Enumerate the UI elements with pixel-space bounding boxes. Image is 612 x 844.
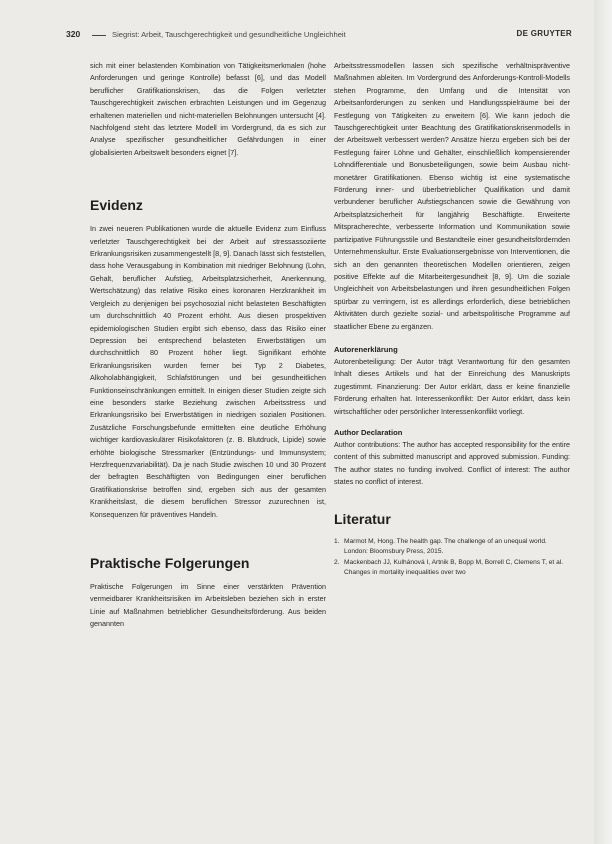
publisher-name: DE GRUYTER (516, 29, 572, 38)
evidenz-paragraph: In zwei neueren Publikationen wurde die aktuelle Evidenz zum Einfluss verletzter Tauschgerechtigkeit bei der Arbeit auf stressassoziierte Erkrankungsrisiken zusammengestellt [8, 9]. Danach lässt sich feststellen, dass hohe Verausgabung in Kombination mit niedriger Belohnung (Lohn, Gehalt, beruflicher Aufstieg, Arbeitsplatzsicherheit, Anerkennung, Wertschätzung) das relative Risiko eines koronaren Herzkrankheit im Vergleich zu denjenigen bei psychosozial nicht belasteten Beschäftigten um durchschnittlich 40 Prozent erhöht. Aus diesen prospektiven epidemiologischen Studien ergibt sich ebenso, dass das Risiko einer Depression bei entsprechend belasteten Erwerbstätigen um durchschnittlich 80 Prozent höher liegt. Signifikant erhöhte Erkrankungsrisiken wurden ferner bei Typ 2 Diabetes, Alkoholabhängigkeit, Schlafstörungen und bei gesundheitlichen Funktionseinschränkungen ermittelt. In einigen dieser Studien zeigte sich eine besonders starke Beziehung zwischen Arbeitsstress und Erkrankungsrisiko bei Erwerbstätigen in niedrigen sozialen Positionen. Zusätzliche Forschungsbefunde ermittelten eine deutliche Erhöhung wichtiger kardiovaskulärer Risikofaktoren (z. B. Blutdruck, Lipide) sowie erhöhte biologische Stressmarker (Entzündungs- und Immunsystem; Herzfrequenzvariabilität). Da je nach Studie zwischen 10 und 30 Prozent der befragten Beschäftigten von Bedingungen einer beruflichen Gratifikationskrise betroffen sind, ergeben sich aus der gesamten Krankheitslast, die diesem beruflichen Stressor zuzurechnen ist, Konsequenzen für präventives Handeln. (90, 224, 326, 519)
page-number: 320 (66, 29, 81, 39)
reference-text: Mackenbach JJ, Kulhánová I, Artnik B, Bopp M, Borrell C, Clemens T, et al. Changes in mortality inequalities over two (344, 558, 564, 577)
left-column (90, 60, 326, 631)
autorenerklaerung-text: Autorenbeteiligung: Der Autor trägt Verantwortung für den gesamten Inhalt dieses Artikels und hat der Einreichung des Manuskripts zugestimmt. Finanzierung: Der Autor erklärt, dass er keine finanzielle Förderung erhalten hat. Interessenkonflikt: Der Autor erklärt, dass kein wirtschaftlicher oder persönlicher Interessenkonflikt vorliegt. (334, 356, 570, 416)
header-rule (92, 35, 106, 36)
autorenerklaerung-heading: Autorenerklärung (334, 344, 398, 354)
section-heading-literatur: Literatur (334, 510, 391, 527)
section-heading-praktische-folgerungen: Praktische Folgerungen (90, 555, 250, 571)
reference-item (334, 558, 570, 579)
reference-item (334, 537, 570, 558)
author-declaration-heading: Author Declaration (334, 427, 403, 437)
section-heading-evidenz: Evidenz (90, 197, 143, 214)
reference-number: 2. (334, 558, 340, 566)
reference-text: Marmot M, Hong. The health gap. The challenge of an unequal world. London: Bloomsbury Press, 2015. (344, 537, 547, 556)
praktische-paragraph: Praktische Folgerungen im Sinne einer verstärkten Prävention vermeidbarer Krankheitsrisiken im Arbeitsleben beziehen sich in erster Linie auf Maßnahmen betrieblicher Gesundheitsförderung. Aus beiden genannten (90, 582, 326, 629)
author-declaration-text: Author contributions: The author has accepted responsibility for the entire content of this submitted manuscript and approved submission. Funding: The author states no funding involved. Conflict of interest: The author states no conflict of interest. (334, 439, 570, 487)
continued-paragraph: Arbeitsstressmodellen lassen sich spezifische verhältnispräventive Maßnahmen ableiten. Im Vordergrund des Anforderungs-Kontroll-Modells stehen Programme, den Umfang und die Intensität von Arbeitsanforderungen zu senken und Handlungsspielräume bei der Festlegung von Tätigkeiten zu erweitern [6]. Wie kann jedoch die Tauschgerechtigkeit unter Beachtung des Gratifikationskrisenmodells in der Arbeitswelt verbessert werden? Ansätze hierzu ergeben sich bei der Festlegung fairer Löhne und Gehälter, einschließlich kompensierender Lohndifferentiale und Bonusbeteiligungen, sowie beim Ausbau nicht-monetärer Gratifikationen. Ebenso wichtig ist eine systematische Förderung inner- und überbetrieblicher Qualifikation und damit verbundener beruflicher Aufstiegschancen sowie die Gewährung von Arbeitsplatzsicherheit für langjährig Beschäftigte. Erweiterte Mitspracherechte, verbesserte Information und Kommunikation sowie partizipative Führungsstile und Bestandteile einer gesundheitsfördernden Unternehmenskultur. Erste Evaluationsergebnisse von Interventionen, die sich an den genannten theoretischen Modellen orientieren, zeigen positive Effekte auf die Mitarbeitergesundheit [8, 9]. Um die soziale Ungleichheit von Arbeitsbelastungen und ihren gesundheitlichen Folgen spürbar zu verringern, ist es allerdings erforderlich, diese betrieblichen Aktivitäten durch gezielte sozial- und arbeitspolitische Programme auf staatlicher Ebene zu ergänzen. (334, 61, 570, 331)
page-edge (594, 0, 612, 844)
right-column (334, 60, 570, 579)
intro-paragraph: sich mit einer belastenden Kombination von Tätigkeitsmerkmalen (hohe Anforderungen und geringe Kontrolle) befasst [6], und das Modell beruflicher Gratifikationskrisen, das die Folgen verletzter Tauschgerechtigkeit zwischen erbrachten Leistungen und im Gegenzug erhaltenen materiellen und nicht-materiellen Belohnungen untersucht [4]. Nachfolgend steht das letztere Modell im Vordergrund, da es sich zur Analyse spezifischer gesundheitlicher Gefährdungen in einer globalisierten Arbeitswelt besonders eignet [7]. (90, 61, 326, 157)
running-title: Siegrist: Arbeit, Tauschgerechtigkeit und gesundheitliche Ungleichheit (112, 30, 346, 39)
page-header (66, 27, 572, 43)
reference-number: 1. (334, 537, 340, 545)
